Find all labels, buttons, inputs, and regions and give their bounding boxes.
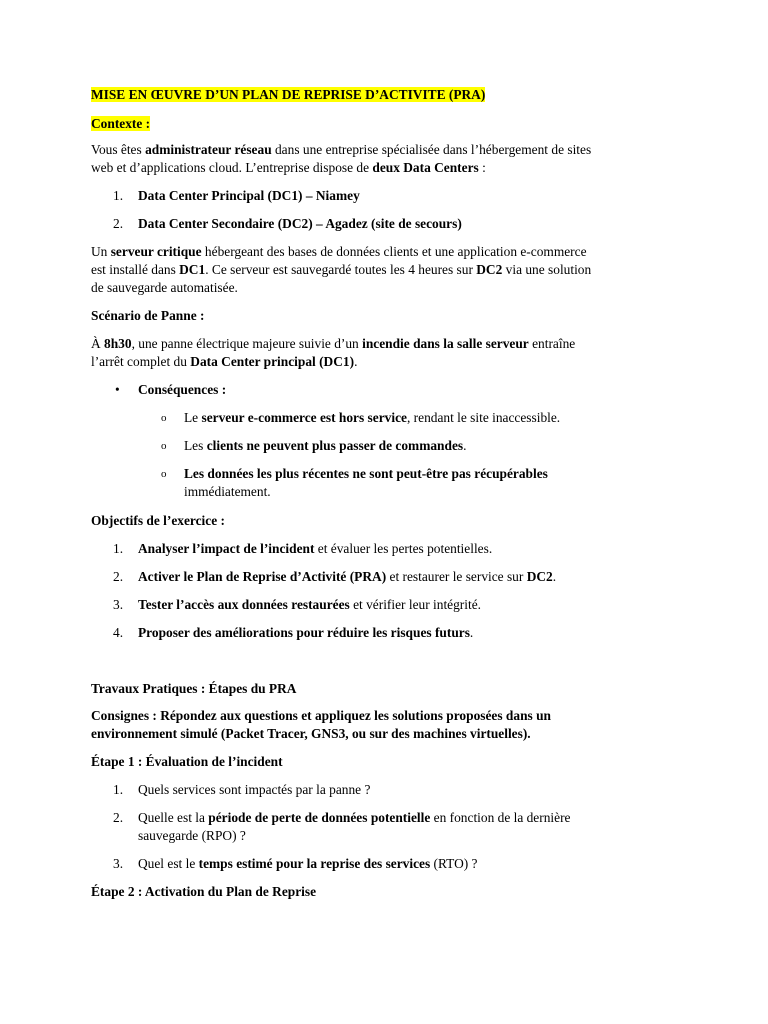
tp-heading: Travaux Pratiques : Étapes du PRA bbox=[91, 681, 297, 696]
bullet-icon: • bbox=[115, 382, 120, 397]
objectifs-heading: Objectifs de l’exercice : bbox=[91, 513, 225, 528]
text-run-bold: Analyser l’impact de l’incident bbox=[138, 541, 315, 556]
dc-list-item bbox=[113, 187, 698, 205]
text-run: l’arrêt complet du bbox=[91, 354, 191, 369]
text-run: Les bbox=[184, 438, 207, 453]
contexte-paragraph-2 bbox=[91, 243, 691, 297]
text-run: . Ce serveur est sauvegardé toutes les 4 heures sur bbox=[205, 262, 477, 277]
text-run: Quelle est la bbox=[138, 810, 209, 825]
text-run: hébergeant des bases de données clients et une application e-commerce bbox=[201, 244, 587, 259]
list-text: Data Center Secondaire (DC2) – Agadez (site de secours) bbox=[138, 216, 462, 231]
list-number: 1. bbox=[113, 541, 124, 556]
scenario-paragraph bbox=[91, 335, 691, 371]
text-run: . bbox=[552, 569, 557, 584]
list-number: 1. bbox=[113, 188, 124, 203]
text-run: dans une entreprise spécialisée dans l’hébergement de sites bbox=[271, 142, 592, 157]
text-run: immédiatement. bbox=[184, 484, 271, 499]
etape1-heading: Étape 1 : Évaluation de l’incident bbox=[91, 754, 283, 769]
dc-list-item bbox=[113, 215, 698, 233]
text-run-bold: incendie dans la salle serveur bbox=[362, 336, 529, 351]
text-run: Le bbox=[184, 410, 202, 425]
text-run-bold: période de perte de données potentielle bbox=[208, 810, 431, 825]
consequence-item bbox=[161, 465, 704, 501]
text-run: via une solution bbox=[502, 262, 592, 277]
list-number: 2. bbox=[113, 216, 124, 231]
text-run-bold: environnement simulé (Packet Tracer, GNS3, ou sur des machines virtuelles). bbox=[91, 726, 531, 741]
text-run: Un bbox=[91, 244, 111, 259]
objectif-item bbox=[113, 624, 698, 642]
question-item bbox=[113, 855, 698, 873]
text-run: Quels services sont impactés par la panne ? bbox=[138, 782, 371, 797]
text-run-bold: DC1 bbox=[179, 262, 206, 277]
text-run: À bbox=[91, 336, 105, 351]
scenario-heading: Scénario de Panne : bbox=[91, 308, 205, 323]
text-run: entraîne bbox=[528, 336, 576, 351]
text-run: . bbox=[469, 625, 474, 640]
text-run: web et d’applications cloud. L’entreprise dispose de bbox=[91, 160, 373, 175]
text-run-bold: deux Data Centers bbox=[372, 160, 479, 175]
text-run-bold: clients ne peuvent plus passer de commandes bbox=[206, 438, 464, 453]
consignes-paragraph bbox=[91, 707, 691, 743]
objectif-item bbox=[113, 540, 698, 558]
sub-bullet-icon: o bbox=[161, 468, 167, 480]
text-run-bold: Tester l’accès aux données restaurées bbox=[138, 597, 350, 612]
text-run-bold: Data Center principal (DC1) bbox=[190, 354, 355, 369]
consequence-item bbox=[161, 409, 704, 427]
sub-bullet-icon: o bbox=[161, 440, 167, 452]
contexte-paragraph-1 bbox=[91, 141, 691, 177]
text-run-bold: serveur e-commerce est hors service bbox=[201, 410, 407, 425]
list-number: 3. bbox=[113, 597, 124, 612]
text-run: et vérifier leur intégrité. bbox=[349, 597, 481, 612]
text-run-bold: Proposer des améliorations pour réduire les risques futurs bbox=[138, 625, 470, 640]
consequences-bullet bbox=[115, 381, 698, 399]
title-highlight: MISE EN ŒUVRE D’UN PLAN DE REPRISE D’ACTIVITE (PRA) bbox=[91, 87, 486, 102]
sub-bullet-icon: o bbox=[161, 412, 167, 424]
text-run: Quel est le bbox=[138, 856, 199, 871]
text-run: de sauvegarde automatisée. bbox=[91, 280, 238, 295]
text-run: , rendant le site inaccessible. bbox=[406, 410, 561, 425]
list-number: 1. bbox=[113, 782, 124, 797]
consequence-item bbox=[161, 437, 704, 455]
list-text: Data Center Principal (DC1) – Niamey bbox=[138, 188, 360, 203]
text-run: , une panne électrique majeure suivie d’un bbox=[131, 336, 363, 351]
question-item bbox=[113, 809, 698, 845]
contexte-highlight: Contexte : bbox=[91, 116, 151, 131]
text-run-bold: Les données les plus récentes ne sont peut-être pas récupérables bbox=[184, 466, 548, 481]
text-run-bold: 8h30 bbox=[104, 336, 132, 351]
text-run-bold: administrateur réseau bbox=[145, 142, 272, 157]
question-item bbox=[113, 781, 698, 799]
contexte-heading bbox=[91, 115, 691, 133]
list-number: 4. bbox=[113, 625, 124, 640]
text-run-bold: Activer le Plan de Reprise d’Activité (PRA) bbox=[138, 569, 387, 584]
text-run: : bbox=[478, 160, 486, 175]
text-run-bold: serveur critique bbox=[110, 244, 202, 259]
objectif-item bbox=[113, 596, 698, 614]
list-number: 2. bbox=[113, 810, 124, 825]
text-run: (RTO) ? bbox=[430, 856, 478, 871]
text-run-bold: DC2 bbox=[526, 569, 553, 584]
document-title bbox=[91, 86, 691, 104]
text-run: est installé dans bbox=[91, 262, 180, 277]
text-run: et évaluer les pertes potentielles. bbox=[314, 541, 493, 556]
text-run: . bbox=[463, 438, 467, 453]
text-run: Vous êtes bbox=[91, 142, 146, 157]
text-run-bold: DC2 bbox=[476, 262, 503, 277]
list-text: Conséquences : bbox=[138, 382, 227, 397]
text-run: et restaurer le service sur bbox=[386, 569, 527, 584]
list-number: 3. bbox=[113, 856, 124, 871]
list-number: 2. bbox=[113, 569, 124, 584]
text-run: en fonction de la dernière bbox=[430, 810, 571, 825]
objectif-item bbox=[113, 568, 698, 586]
etape2-heading: Étape 2 : Activation du Plan de Reprise bbox=[91, 884, 317, 899]
text-run-bold: temps estimé pour la reprise des services bbox=[198, 856, 431, 871]
text-run: . bbox=[354, 354, 358, 369]
text-run: sauvegarde (RPO) ? bbox=[138, 828, 246, 843]
text-run-bold: Consignes : Répondez aux questions et appliquez les solutions proposées dans un bbox=[91, 708, 551, 723]
